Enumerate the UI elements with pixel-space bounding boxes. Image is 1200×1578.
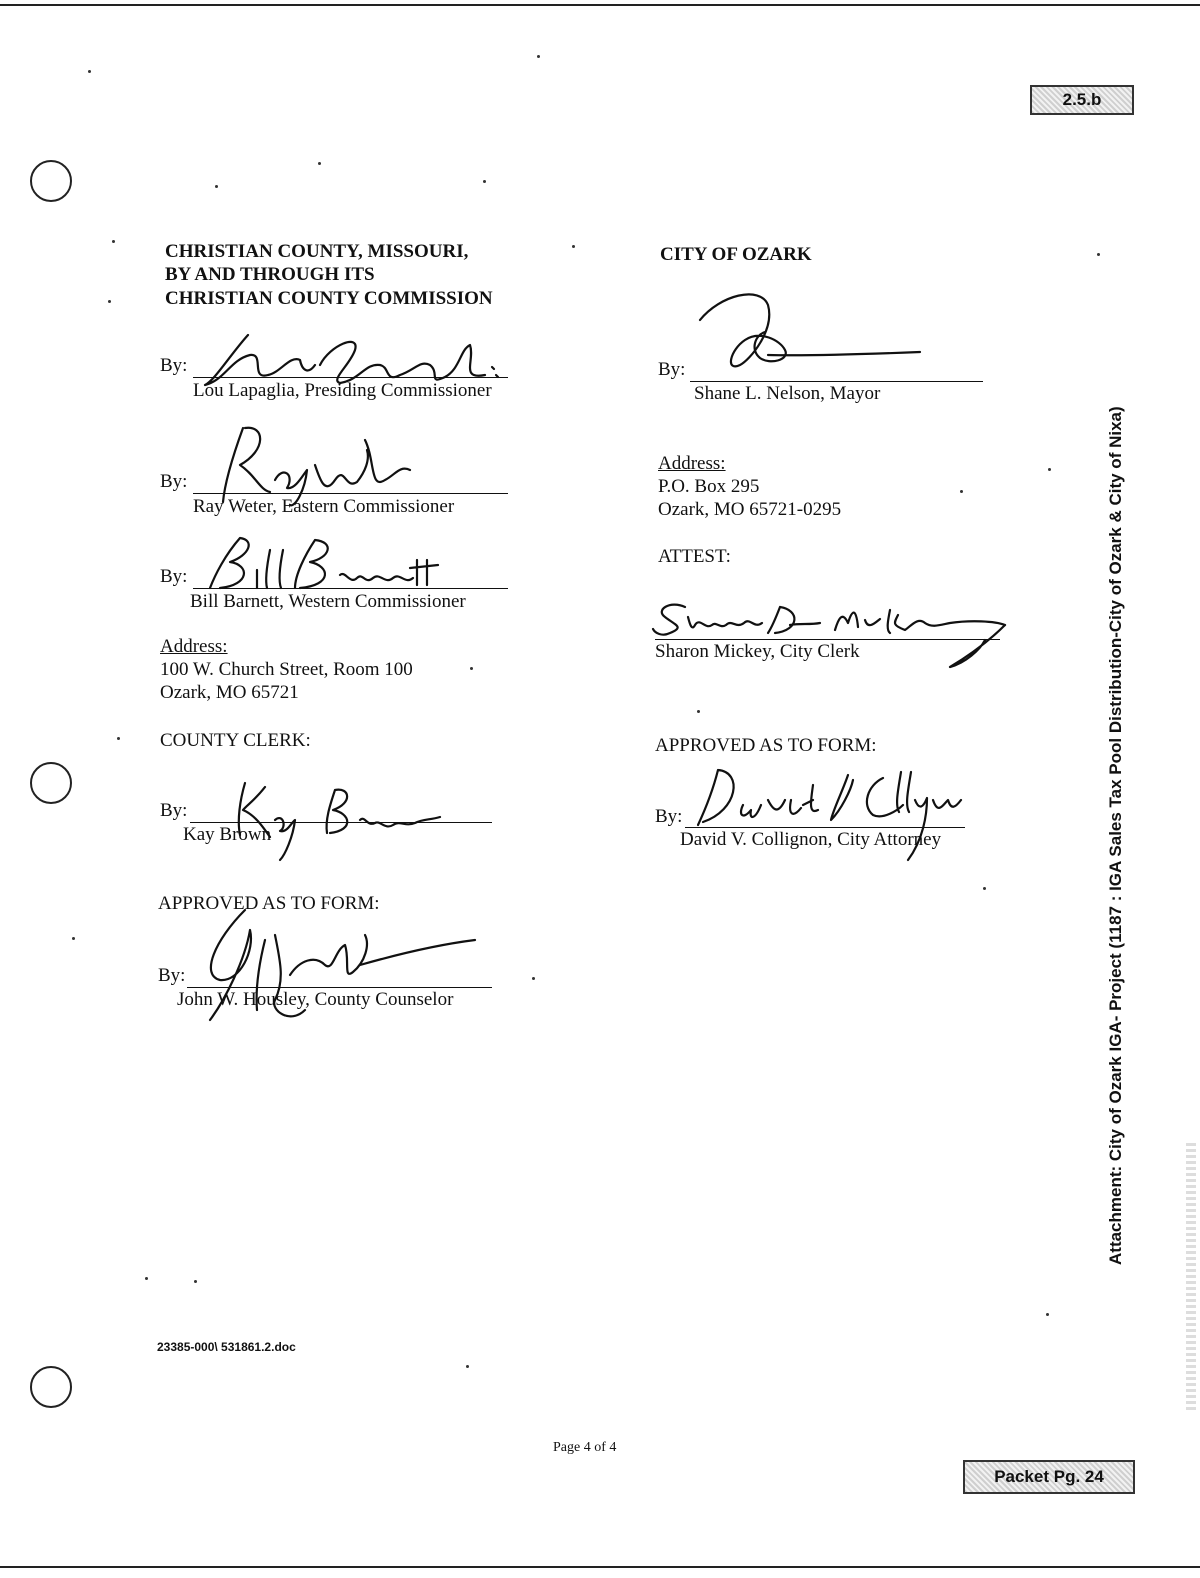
scan-speck [532,977,535,980]
signature-shane-nelson [690,280,940,375]
scan-speck [72,937,75,940]
county-address-line-2: Ozark, MO 65721 [160,682,299,703]
signer-name: Shane L. Nelson, Mayor [694,383,881,404]
county-approved-label: APPROVED AS TO FORM: [158,893,380,914]
by-label: By: [160,355,188,376]
scan-speck [1046,1313,1049,1316]
by-label: By: [655,806,683,827]
city-heading: CITY OF OZARK [660,244,812,265]
punch-hole [30,160,72,202]
scan-speck [483,180,486,183]
county-heading-line-2: BY AND THROUGH ITS [165,264,375,285]
by-label: By: [158,965,186,986]
signature-line [690,381,983,382]
signature-kay-brown [225,775,455,865]
page-number: Page 4 of 4 [553,1440,617,1455]
signer-name: Ray Weter, Eastern Commissioner [193,496,455,517]
signer-name: Lou Lapaglia, Presiding Commissioner [193,380,492,401]
by-label: By: [160,800,188,821]
punch-hole [30,1366,72,1408]
scan-speck [983,887,986,890]
county-clerk-label: COUNTY CLERK: [160,730,311,751]
document-reference: 23385-000\ 531861.2.doc [157,1340,296,1354]
signer-name: David V. Collignon, City Attorney [680,829,942,850]
attest-label: ATTEST: [658,546,731,567]
scan-speck [215,185,218,188]
city-address-line-1: P.O. Box 295 [658,476,760,497]
section-badge: 2.5.b [1030,85,1134,115]
county-address-line-1: 100 W. Church Street, Room 100 [160,659,413,680]
scan-speck [960,490,963,493]
signer-name: John W. Housley, County Counselor [177,989,454,1010]
scan-speck [112,240,115,243]
scan-bottom-edge [0,1566,1200,1568]
scan-speck [1048,468,1051,471]
scan-speck [318,162,321,165]
signature-david-collignon [683,760,973,880]
city-address-label: Address: [658,453,726,474]
county-heading-line-3: CHRISTIAN COUNTY COMMISSION [165,288,493,309]
punch-hole [30,762,72,804]
scan-speck [1097,253,1100,256]
scan-speck [117,737,120,740]
scan-speck [194,1280,197,1283]
county-address-label: Address: [160,636,228,657]
county-heading-line-1: CHRISTIAN COUNTY, MISSOURI, [165,241,469,262]
signature-john-housley [195,900,485,1035]
by-label: By: [160,471,188,492]
signature-bill-barnett [195,530,465,595]
signer-name: Bill Barnett, Western Commissioner [190,591,466,612]
scan-speck [88,70,91,73]
city-approved-label: APPROVED AS TO FORM: [655,735,877,756]
by-label: By: [658,359,686,380]
scan-speck [466,1365,469,1368]
city-address-line-2: Ozark, MO 65721-0295 [658,499,842,520]
scan-speck [145,1277,148,1280]
signer-name: Kay Brown [183,824,272,845]
scan-speck [108,300,111,303]
packet-page-badge: Packet Pg. 24 [963,1460,1135,1494]
scan-speck [572,245,575,248]
attachment-caption: Attachment: City of Ozark IGA- Project (1187 : IGA Sales Tax Pool Distribution-City of Ozark & City of Nixa) [1106,406,1125,1265]
by-label: By: [160,566,188,587]
scan-speck [697,710,700,713]
scan-speck [537,55,540,58]
scan-top-edge [0,4,1200,6]
scan-artifact [1186,1140,1196,1410]
city-clerk-name: Sharon Mickey, City Clerk [655,641,860,662]
scan-speck [470,667,473,670]
